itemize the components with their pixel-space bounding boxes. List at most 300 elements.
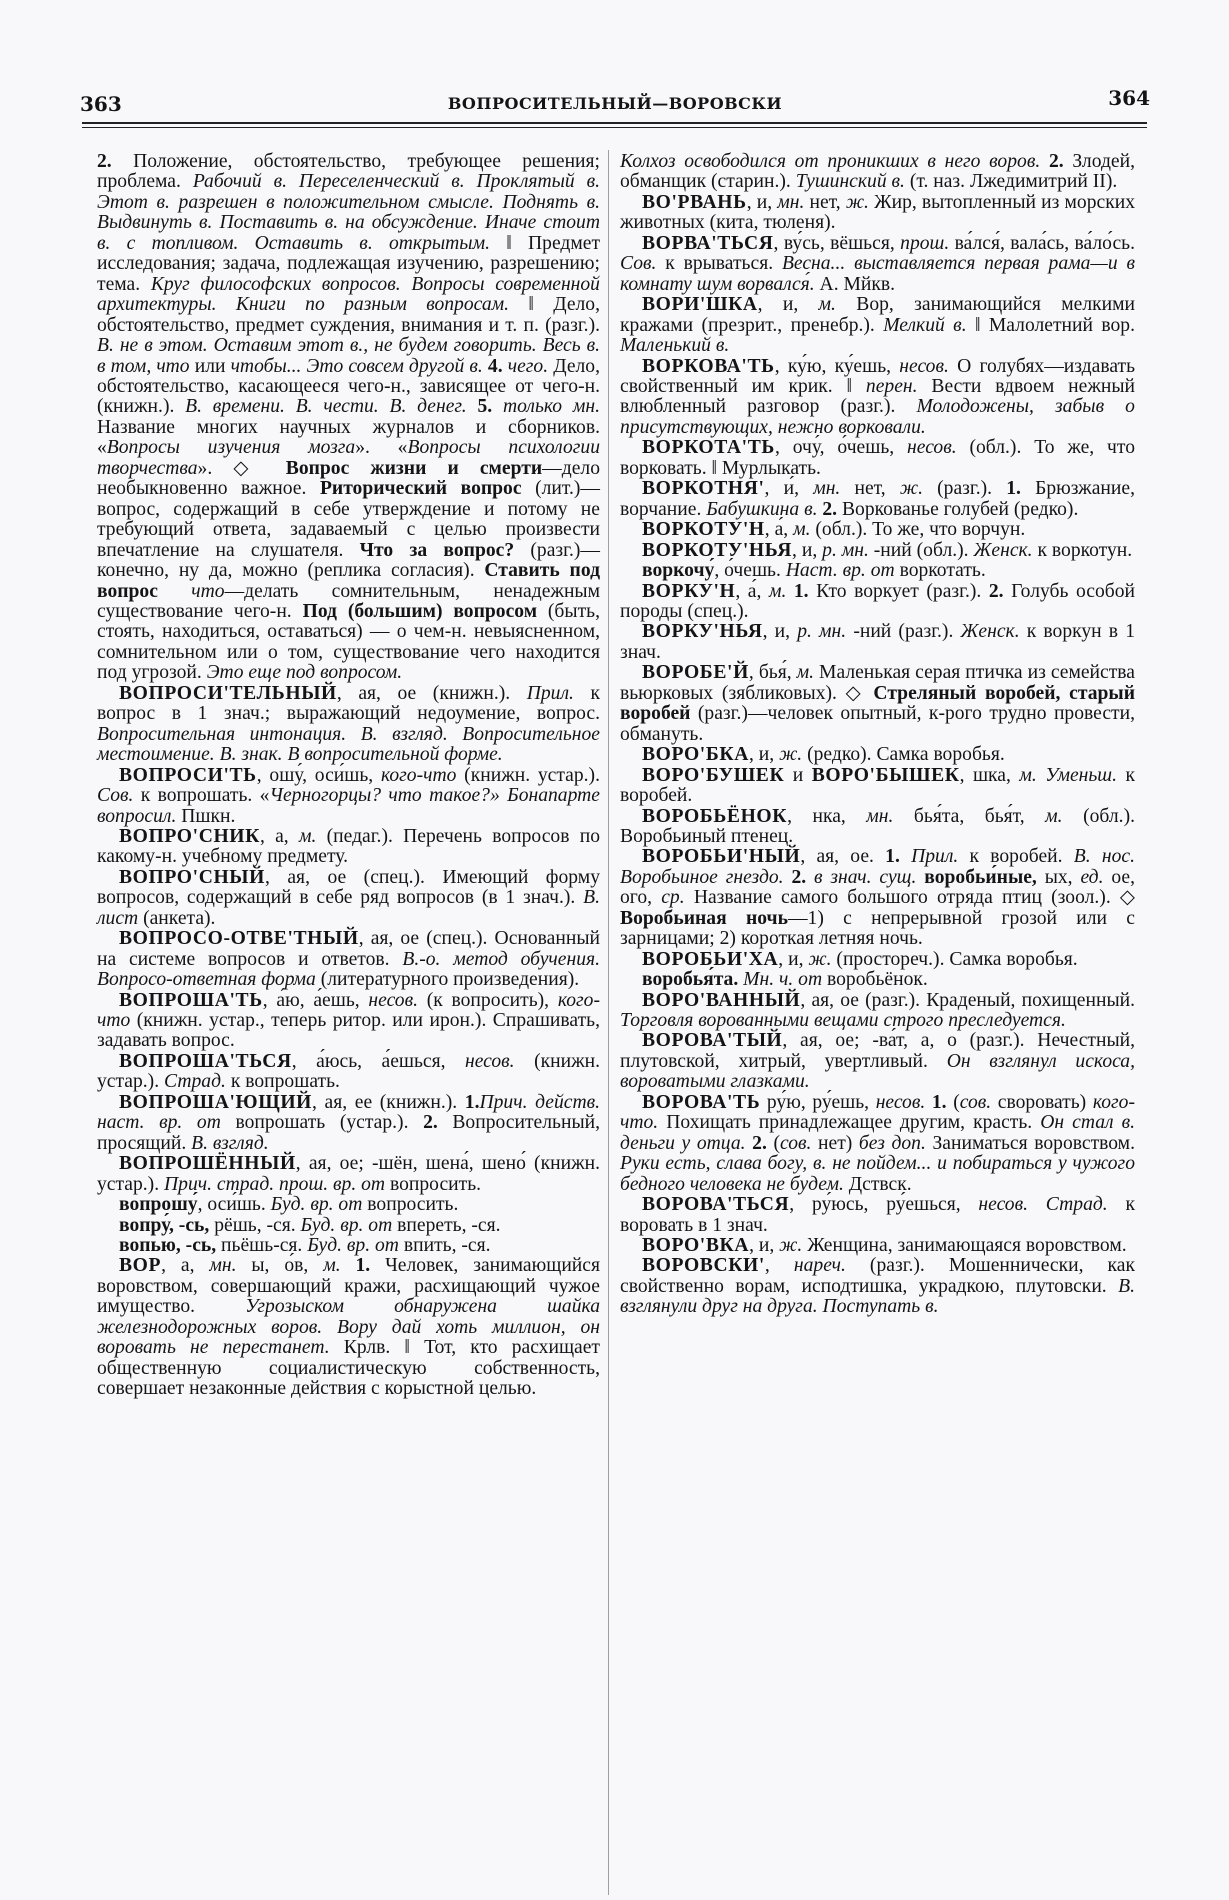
bold-text: Ставить под вопрос — [97, 560, 600, 602]
italic-text: Женск. — [973, 539, 1033, 561]
italic-text: кого-что. — [620, 1091, 1135, 1134]
italic-text: в знач. сущ. — [814, 866, 917, 888]
header-rule-bottom — [82, 127, 1147, 128]
italic-text: мн. — [813, 478, 841, 500]
italic-text: м. — [768, 580, 787, 602]
definition-text: —дело необыкновенно важное. — [97, 457, 600, 500]
italic-text: ж. — [808, 948, 832, 970]
headword: ВОПРОСИ'ТЬ — [119, 764, 257, 786]
italic-text: Весна... выставляется первая рама—и в комнату шум ворвался́. — [620, 253, 1135, 295]
definition-text: Заниматься воровством. — [925, 1132, 1135, 1154]
headword: ВОРО'ВАННЫЙ — [642, 989, 801, 1011]
italic-text: В. взглянули друг на друга. Поступать в. — [620, 1275, 1135, 1318]
definition-text: пьёшь-ся. — [216, 1235, 308, 1257]
page-number-right: 364 — [1108, 86, 1150, 110]
definition-text: , ру́юсь, ру́ешься, — [789, 1194, 979, 1216]
definition-text — [158, 581, 191, 602]
definition-text: (обл.). То же, что ворковать. ‖ Мурлыкать. — [620, 437, 1136, 479]
headword: ВОРКОТУ'Н — [642, 519, 765, 541]
definition-text: А. Мйкв. — [814, 273, 896, 295]
bold-text: Риторический вопрос — [319, 478, 522, 500]
definition-text: бья́та, бья́т, — [893, 805, 1046, 827]
italic-text: Прич. страд. прош. вр. от — [164, 1173, 386, 1195]
headword: ВОРИ'ШКА — [642, 294, 758, 316]
subheadword: воробьи́ные, — [924, 866, 1037, 888]
italic-text: м. — [1019, 764, 1037, 786]
italic-text: перен. — [865, 375, 918, 397]
dictionary-entry — [97, 868, 600, 929]
subheadword: вопру́, -сь, — [119, 1214, 210, 1236]
italic-text: нареч. — [793, 1255, 846, 1277]
dictionary-entry — [97, 1256, 600, 1399]
dictionary-entry — [97, 929, 600, 990]
headword: ВОРКОТНЯ' — [642, 478, 765, 500]
italic-text: что — [191, 580, 225, 602]
italic-text: чтобы... Это совсем другой в. — [230, 355, 483, 377]
definition-text: ». « — [355, 437, 408, 459]
headword: ВОРОВА'ТЬ — [642, 1091, 761, 1113]
definition-text: к врываться. — [656, 253, 782, 275]
bold-text: 2. — [97, 151, 134, 172]
italic-text: Буд. вр. от — [270, 1194, 363, 1216]
definition-text: Вор, занимающийся мелкими кражами (презрит., пренебр.). — [620, 294, 1135, 336]
headword: ВОРОБЬИ'НЫЙ — [642, 846, 801, 868]
dictionary-entry — [620, 1236, 1135, 1256]
dictionary-entry — [620, 438, 1135, 479]
italic-text: ж. — [899, 478, 923, 500]
italic-text: ж. — [779, 1235, 803, 1257]
bold-text: 1. — [1006, 478, 1021, 500]
definition-text: Похищать принадлежащее другим, красть. — [658, 1112, 1041, 1134]
italic-text: ж. — [779, 744, 803, 766]
dictionary-entry — [97, 991, 600, 1052]
definition-text: Положение, обстоятельство, требующее решения; проблема. — [97, 151, 600, 193]
definition-text: Брюзжание, ворчание. — [620, 478, 1135, 520]
definition-text: Вести вдвоем нежный влюбленный разговор (разг.). — [620, 375, 1135, 418]
bold-text: 1. — [340, 1255, 386, 1277]
dictionary-entry — [620, 766, 1135, 807]
definition-text: ое, ого, — [620, 866, 1136, 909]
italic-text: Вопросы изучения мозга — [106, 437, 356, 459]
bold-text: Что за вопрос? — [359, 539, 515, 561]
definition-text: (лит.)—вопрос, содержащий в себе утверждение и потому не требующий ответа, задаваемый с целью произвести впечатление на слушателя. — [97, 478, 600, 561]
definition-text: (разг.). Мошеннически, как свойственно ворам, исподтишка, украдкою, плутовски. — [620, 1255, 1135, 1297]
definition-text: , и́, — [764, 478, 814, 500]
dictionary-entry — [620, 193, 1135, 234]
definition-text — [1037, 765, 1045, 786]
dictionary-entry — [620, 663, 1135, 745]
definition-text: Жир, вытопленный из морских животных (кита, тюленя). — [620, 191, 1135, 234]
definition-text: ых, — [1036, 866, 1081, 888]
dictionary-entry — [620, 991, 1135, 1032]
italic-text: Бабушкина в. — [706, 498, 818, 520]
subheadword: вопрошу́ — [119, 1194, 198, 1216]
definition-text: , и, — [792, 539, 823, 561]
definition-text: Название самого большого отряда птиц (зоол.). ◇ — [684, 887, 1135, 909]
definition-text: , и, — [748, 744, 780, 766]
dictionary-entry — [620, 847, 1135, 949]
definition-text: Название многих научных журналов и сборников. « — [97, 416, 600, 459]
definition-text: (книжн. устар.). — [456, 764, 600, 786]
dictionary-entry — [620, 1031, 1135, 1092]
definition-text: (т. наз. Лжедимитрий II). — [904, 171, 1118, 193]
definition-text: , а, — [161, 1255, 210, 1277]
definition-text: , ая, ее (книжн.). — [312, 1091, 465, 1113]
italic-text: м. — [1045, 805, 1063, 827]
italic-text: Круг философских вопросов. Вопросы современной архитектуры. Книги по разным вопросам. — [97, 273, 600, 316]
definition-text: , а́, — [735, 580, 769, 602]
headword: ВОРОБЕ'Й — [642, 662, 749, 684]
page-number-left: 363 — [80, 92, 122, 116]
definition-text: , ая, ое (спец.). Имеющий форму вопросов, содержащий в себе ряд вопросов (в 1 знач.). — [97, 866, 600, 909]
italic-text: мн. — [777, 191, 805, 213]
headword: ВОПРОША'ТЬ — [119, 989, 263, 1011]
headword: ВОРВА'ТЬСЯ — [642, 232, 774, 254]
definition-text: , ошу́, оси́шь, — [256, 764, 381, 786]
italic-text: кого-что — [97, 989, 600, 1032]
headword: ВОПРО'СНЫЙ — [119, 866, 265, 888]
dictionary-entry — [620, 295, 1135, 356]
definition-text: , нка, — [787, 805, 867, 827]
italic-text: несов. — [907, 437, 957, 459]
dictionary-entry — [97, 1236, 600, 1256]
definition-text: , бья́, — [748, 662, 797, 684]
definition-text: , ая, ое (разг.). Краденый, похищенный. — [800, 989, 1135, 1011]
italic-text: Колхоз освободился от проникших в него воров. — [620, 151, 1041, 172]
italic-text: ср. — [661, 887, 685, 909]
dictionary-entry — [620, 970, 1135, 990]
definition-text: , шка, — [959, 764, 1020, 786]
dictionary-entry — [620, 357, 1135, 439]
definition-text: -ний (разг.). — [846, 621, 961, 643]
headword: ВОПРОШЁННЫЙ — [119, 1153, 296, 1175]
definition-text: (редко). Самка воробья. — [802, 744, 1005, 766]
definition-text: , ку́ю, ку́ешь, — [774, 355, 900, 377]
dictionary-entry — [620, 520, 1135, 540]
definition-text: , а́ю, а́ешь, — [262, 989, 369, 1011]
italic-text: ед. — [1080, 866, 1104, 888]
definition-text: Дело, обстоятельство, касающееся чего-н., зависящее от чего-н. (книжн.). — [97, 355, 601, 418]
definition-text: воробьёнок. — [822, 969, 928, 991]
headword: ВОПРОСО-ОТВЕ'ТНЫЙ — [119, 928, 359, 950]
definition-text: ру́ю, ру́ешь, — [760, 1091, 876, 1113]
italic-text: только мн. — [502, 396, 600, 418]
dictionary-entry — [97, 1154, 600, 1195]
italic-text: кого-что — [380, 764, 457, 786]
definition-text: , ая, ое (книжн.). — [336, 682, 527, 704]
definition-text: ( — [953, 1091, 960, 1113]
definition-text: нет, — [840, 478, 900, 500]
italic-text: м. — [323, 1255, 341, 1277]
definition-text: Женщина, занимающаяся воровством. — [802, 1235, 1127, 1257]
italic-text: Сов. — [620, 253, 657, 275]
entry-continuation — [620, 152, 1135, 193]
definition-text: к воробей. — [958, 846, 1074, 868]
bold-text: Воробьиная ночь — [620, 907, 788, 929]
bold-text: 1. — [786, 580, 817, 602]
italic-text: Рабочий в. Переселенческий в. Проклятый в. Этот в. разрешен в положительном смысле. Поднять в. Выдвинуть в. Поставить в. на обсуждение. Иначе стоит в. с топливом. Оставить в. открытым. — [97, 171, 601, 254]
definition-text: , ая, ое. — [800, 846, 886, 868]
italic-text: м. — [818, 294, 836, 316]
dictionary-entry — [620, 1195, 1135, 1236]
bold-text: Вопрос жизни и смерти — [285, 457, 543, 479]
italic-text: Женск. — [960, 621, 1020, 643]
italic-text: В. лист — [97, 887, 600, 929]
dictionary-entry — [97, 1216, 600, 1236]
italic-text: Прил. — [911, 846, 959, 868]
bold-text: Стреляный воробей, старый воробей — [620, 682, 1135, 725]
dictionary-entry — [97, 827, 600, 868]
header-rule-top — [82, 122, 1147, 124]
italic-text: Сов. — [97, 785, 134, 807]
dictionary-entry — [620, 950, 1135, 970]
italic-text: Это еще под вопросом. — [206, 662, 403, 684]
headword: ВОРКОТА'ТЬ — [642, 437, 775, 459]
headword: ВОРКОВА'ТЬ — [642, 355, 775, 377]
headword: ВОРО'БЫШЕК — [811, 764, 960, 786]
definition-text: своровать) — [991, 1091, 1093, 1113]
italic-text: м. — [298, 825, 317, 847]
dictionary-entry — [97, 1093, 600, 1154]
subheadword: вопью, -сь, — [119, 1235, 217, 1257]
headword: ВО'РВАНЬ — [642, 191, 747, 213]
headword: ВОРОБЬИ'ХА — [642, 948, 779, 970]
headword: ВОРКУ'Н — [642, 580, 736, 602]
definition-text: , ая, ое (спец.). Основанный на системе вопросов и ответов. — [97, 928, 600, 970]
dictionary-entry — [620, 582, 1135, 623]
italic-text: Буд. вр. от — [307, 1235, 399, 1257]
dictionary-entry — [97, 684, 600, 766]
definition-text: (быть, стоять, находиться, оставаться) — о чем-н. невыясненном, сомнительном или о том, существование чего находится под угрозой. — [97, 600, 600, 684]
definition-text: нет) — [811, 1132, 859, 1154]
definition-text: (педаг.). Перечень вопросов по какому-н. учебному предмету. — [97, 825, 600, 868]
definition-text: , и, — [749, 1235, 780, 1257]
definition-text: вопросить. — [385, 1173, 482, 1195]
italic-text: чего. — [507, 355, 549, 377]
definition-text: (разг.)—конечно, ну да, можно (реплика согласия). — [97, 539, 601, 582]
italic-text: Торговля ворованными вещами строго преследуется. — [620, 1010, 1066, 1032]
italic-text: Наст. вр. от — [785, 560, 895, 582]
italic-text: В. взгляд. — [191, 1132, 269, 1154]
definition-text: впереть, -ся. — [392, 1214, 501, 1236]
definition-text: к вопрос в 1 знач.; выражающий недоумение, вопрос. — [97, 682, 600, 725]
italic-text: р. мн. — [797, 621, 847, 643]
definition-text: и — [784, 764, 812, 786]
italic-text: Вопросы психологии творчества — [97, 437, 600, 479]
definition-text: ». ◇ — [197, 457, 286, 479]
italic-text: р. мн. — [822, 539, 869, 561]
italic-text: Молодожены, забыв о присутствующих, нежно ворковали. — [620, 396, 1135, 438]
definition-text: ‖ Предмет исследования; задача, подлежащая изучению, разрешению; тема. — [97, 232, 601, 295]
definition-text: , — [764, 1255, 794, 1277]
dictionary-entry — [620, 541, 1135, 561]
headword: ВОРО'БУШЕК — [642, 764, 785, 786]
italic-text: несов. — [978, 1194, 1028, 1216]
italic-text: В. не в этом. Оставим этот в., не будем говорить. Весь в. в том, что — [97, 335, 600, 377]
definition-text: (книжн. устар.). — [97, 1050, 601, 1093]
italic-text: Он стал в. деньги у отца. — [620, 1112, 1135, 1154]
bold-text: 5. — [466, 396, 503, 418]
definition-text: Пшкн. — [176, 805, 236, 827]
headword: ВОРОВА'ТЬСЯ — [642, 1194, 790, 1216]
italic-text: Уменьш. — [1045, 764, 1117, 786]
definition-text: ва́лся́, вала́сь, ва́ло́сь. — [949, 232, 1135, 254]
definition-text: воркотать. — [894, 560, 986, 582]
definition-text — [1028, 1194, 1046, 1215]
italic-text: В.-о. метод обучения. Вопросо-ответная форма — [97, 948, 601, 991]
headword: ВОПРО'СНИК — [119, 825, 260, 847]
definition-text: Злодей, обманщик (старин.). — [620, 151, 1135, 193]
dictionary-entry — [620, 1093, 1135, 1195]
definition-text: , о́чешь. — [714, 560, 786, 582]
italic-text: Прич. действ. наст. вр. от — [97, 1091, 600, 1134]
definition-text: (разг.). — [922, 478, 1007, 500]
italic-text: ж. — [845, 191, 869, 213]
italic-text: Прил. — [526, 682, 574, 704]
dictionary-entry — [620, 561, 1135, 581]
definition-text: рёшь, -ся. — [209, 1214, 301, 1236]
definition-text: Воркованье голубей (редко). — [841, 498, 1079, 520]
italic-text: Мн. ч. от — [743, 969, 823, 991]
italic-text: сов. — [959, 1091, 992, 1113]
column-divider — [608, 150, 609, 1895]
definition-text: ы, о́в, — [236, 1255, 324, 1277]
subheadword: воробья́та. — [642, 969, 739, 991]
definition-text: , а́юсь, а́ешься, — [291, 1050, 466, 1072]
bold-text: 1. — [925, 1091, 954, 1113]
definition-text: (книжн. устар., теперь ритор. или ирон.). Спрашивать, задавать вопрос. — [97, 1010, 600, 1052]
definition-text: (анкета). — [138, 907, 216, 929]
italic-text: без доп. — [858, 1132, 926, 1154]
bold-text: 2. — [1040, 151, 1073, 172]
italic-text: несов. — [465, 1050, 515, 1072]
definition-text: -ний (обл.). — [868, 539, 974, 561]
definition-text: нет, — [804, 191, 846, 213]
definition-text: , очу́, о́чешь, — [774, 437, 908, 459]
right-column — [620, 152, 1135, 1318]
italic-text: несов. — [875, 1091, 926, 1113]
italic-text: сов. — [779, 1132, 812, 1154]
bold-text: 1. — [464, 1091, 480, 1113]
definition-text: (к вопросить), — [418, 989, 558, 1011]
definition-text: или — [189, 355, 231, 377]
entry-continuation — [97, 152, 600, 684]
headword: ВОР — [119, 1255, 162, 1277]
dictionary-entry — [97, 766, 600, 827]
definition-text: ‖ Дело, обстоятельство, предмет суждения, внимания и т. п. (разг.). — [97, 294, 600, 336]
italic-text: мн. — [866, 805, 894, 827]
definition-text: Вопросительный, просящий. — [97, 1112, 600, 1154]
italic-text: Буд. вр. от — [300, 1214, 393, 1236]
definition-text: к вопрошать. « — [133, 785, 270, 807]
italic-text: Мелкий в. — [883, 314, 967, 336]
definition-text: Кто воркует (разг.). — [816, 580, 989, 602]
definition-text: к воровать в 1 знач. — [620, 1194, 1135, 1236]
definition-text: Дствск. — [843, 1173, 912, 1195]
dictionary-entry — [97, 1195, 600, 1215]
definition-text: ‖ Малолетний вор. — [966, 314, 1135, 336]
bold-text: 2. — [988, 580, 1004, 602]
italic-text: Черногорцы? что такое?» Бонапарте вопросил. — [97, 785, 600, 827]
bold-text: 2. — [817, 498, 842, 520]
definition-text: (обл.). То же, что ворчун. — [810, 519, 1026, 541]
italic-text: Тушинский в. — [795, 171, 905, 193]
dictionary-entry — [620, 745, 1135, 765]
bold-text: 4. — [482, 355, 508, 377]
headword: ВОРО'БКА — [642, 744, 749, 766]
definition-text: , и, — [757, 294, 819, 316]
subheadword: воркочу́ — [642, 560, 715, 582]
definition-text: , оси́шь. — [197, 1194, 271, 1216]
dictionary-entry — [620, 807, 1135, 848]
definition-text: (обл.). Воробьиный птенец. — [620, 805, 1135, 847]
definition-text: вопрошать (устар.). — [220, 1112, 424, 1134]
headword: ВОПРОША'ТЬСЯ — [119, 1050, 292, 1072]
definition-text: (простореч.). Самка воробья. — [831, 948, 1078, 970]
dictionary-entry — [620, 234, 1135, 295]
headword: ВОРОВА'ТЫЙ — [642, 1030, 783, 1052]
italic-text: Страд. — [1045, 1194, 1108, 1216]
definition-text: к вопрошать. — [225, 1071, 340, 1093]
definition-text: —1) с непрерывной грозой или с зарницами; 2) короткая летняя ночь. — [620, 907, 1135, 950]
page-header — [80, 88, 1150, 118]
bold-text: Под (большим) вопросом — [302, 600, 538, 622]
italic-text: Угрозыском обнаружена шайка железнодорожных воров. Вору дай хоть миллион, он воровать не перестанет. — [97, 1296, 600, 1359]
italic-text: прош. — [900, 232, 950, 254]
italic-text: Руки есть, слава богу, в. не пойдем... и побираться у чужого бедного человека не будем. — [620, 1153, 1135, 1195]
italic-text: м. — [793, 519, 811, 541]
definition-text: , и, — [762, 621, 798, 643]
headword: ВОПРОША'ЮЩИЙ — [119, 1091, 313, 1113]
bold-text: 2. — [745, 1132, 774, 1154]
bold-text: 2. — [783, 866, 815, 888]
headword: ВОПРОСИ'ТЕЛЬНЫЙ — [119, 682, 337, 704]
left-column — [97, 152, 600, 1400]
dictionary-entry — [620, 1256, 1135, 1317]
italic-text: В. времени. В. чести. В. денег. — [185, 396, 467, 418]
italic-text: Страд. — [164, 1071, 226, 1093]
headword: ВОРКУ'НЬЯ — [642, 621, 763, 643]
definition-text: впить, -ся. — [398, 1235, 491, 1257]
definition-text: к воробей. — [620, 764, 1135, 807]
definition-text: (разг.)—человек опытный, к-рого трудно провести, обмануть. — [620, 703, 1135, 745]
definition-text: , и, — [778, 948, 809, 970]
definition-text: , и, — [746, 191, 778, 213]
definition-text — [900, 846, 911, 867]
definition-text: к воркун в 1 знач. — [620, 621, 1135, 663]
italic-text: Вопросительная интонация. В. взгляд. Вопросительное местоимение. В. знак. В вопросительной форме. — [97, 723, 600, 766]
definition-text: , ая, ое; -ва́т, а, о (разг.). Нечестный, плутовской, хитрый, увертливый. — [620, 1030, 1135, 1072]
italic-text: Он взглянул искоса, вороватыми глазками. — [620, 1050, 1136, 1093]
definition-text: к воркотун. — [1032, 539, 1133, 561]
definition-text: , ая, ое; -шён, шена́, шено́ (книжн. устар.). — [97, 1153, 600, 1195]
definition-text: Человек, занимающийся воровством, совершающий кражи, расхищающий чужое имущество. — [97, 1255, 600, 1318]
headword: ВОРО'ВКА — [642, 1235, 750, 1257]
definition-text: Маленькая серая птичка из семейства вьюрковых (зябликовых). ◇ — [620, 662, 1135, 704]
italic-text: В. нос. Воробьиное гнездо. — [620, 846, 1135, 888]
italic-text: несов. — [368, 989, 418, 1011]
headword: ВОРОБЬЁНОК — [642, 805, 788, 827]
definition-text: —делать сомнительным, ненадежным существование чего-н. — [97, 580, 600, 622]
definition-text: Голубь особой породы (спец.). — [620, 580, 1136, 622]
bold-text: 1. — [885, 846, 900, 868]
dictionary-entry — [620, 622, 1135, 663]
definition-text: , а, — [259, 825, 299, 847]
italic-text: несов. — [899, 355, 949, 377]
definition-text: , ву́сь, вёшься, — [773, 232, 901, 254]
definition-text: вопросить. — [362, 1194, 459, 1216]
italic-text: м. — [796, 662, 815, 684]
